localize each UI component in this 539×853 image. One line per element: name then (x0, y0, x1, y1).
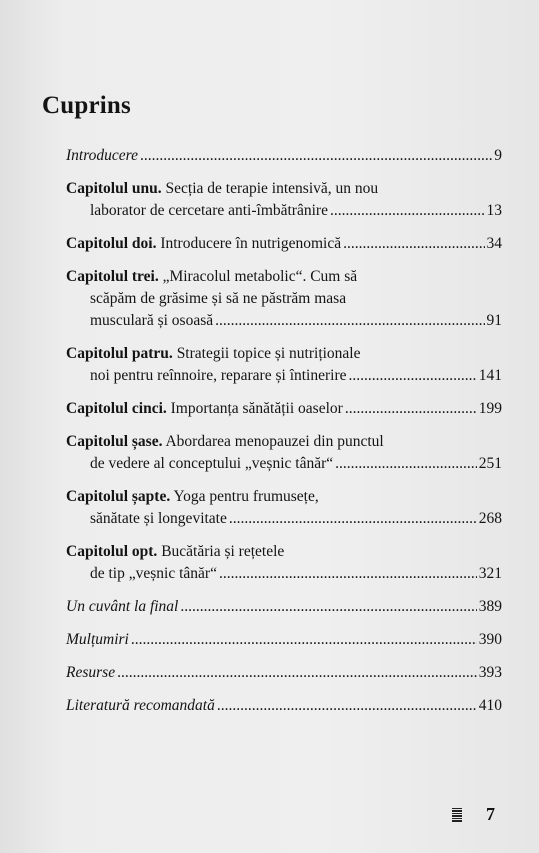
entry-title: de vedere al conceptului „veșnic tânăr“ (90, 455, 334, 472)
entry-title: Abordarea menopauzei din punctul (162, 433, 384, 450)
entry-page-number: 34 (486, 235, 502, 252)
chapter-label: Capitolul șase. (66, 433, 163, 450)
toc-line (66, 431, 502, 453)
entry-title: musculară și osoasă (90, 312, 214, 329)
toc-line-text (66, 233, 341, 255)
entry-page-number: 251 (478, 455, 502, 472)
dot-leader (335, 453, 477, 475)
toc-line (66, 541, 502, 563)
entry-title: Introducere în nutrigenomică (156, 235, 342, 252)
toc-line-text (66, 266, 357, 288)
toc-entry (66, 431, 502, 475)
entry-title: Yoga pentru frumusețe, (170, 488, 319, 505)
entry-title: Introducere (66, 147, 139, 164)
entry-page-number: 141 (478, 367, 502, 384)
page-number: 7 (486, 804, 495, 824)
entry-title: noi pentru reînnoire, reparare și întinerire (90, 367, 347, 384)
toc-entry (66, 629, 502, 651)
entry-page-number: 91 (486, 312, 502, 329)
toc-line-text (90, 508, 227, 530)
toc-line-text (66, 541, 284, 563)
toc-line (66, 662, 502, 684)
dot-leader (131, 629, 477, 651)
entry-title: sănătate și longevitate (90, 510, 227, 527)
chapter-label: Capitolul șapte. (66, 488, 171, 505)
dot-leader (349, 365, 477, 387)
toc-line (66, 310, 502, 332)
toc-line-text (90, 310, 213, 332)
toc-line (66, 145, 502, 167)
toc-entry (66, 596, 502, 618)
entry-title: Strategii topice și nutriționale (172, 345, 361, 362)
folio-ornament (452, 808, 462, 822)
toc-line-text (66, 431, 384, 453)
toc-line-text (90, 365, 347, 387)
toc-line-text (66, 178, 378, 200)
entry-title: Bucătăria și rețetele (157, 543, 285, 560)
entry-page-number: 13 (486, 202, 502, 219)
toc-line-text (66, 629, 129, 651)
entry-page-number: 393 (478, 664, 502, 681)
toc-entry (66, 486, 502, 530)
dot-leader (117, 662, 477, 684)
toc-line-text (90, 453, 333, 475)
toc-line (66, 178, 502, 200)
toc-line (66, 563, 502, 585)
dot-leader (219, 563, 477, 585)
toc-line-text (90, 200, 328, 222)
dot-leader (229, 508, 477, 530)
toc-entry (66, 541, 502, 585)
dot-leader (330, 200, 485, 222)
toc-line (66, 453, 502, 475)
entry-title: Secția de terapie intensivă, un nou (161, 180, 379, 197)
chapter-label: Capitolul patru. (66, 345, 173, 362)
toc-line-text (66, 398, 343, 420)
toc-line-text (66, 145, 138, 167)
toc-entry (66, 662, 502, 684)
entry-title: Mulțumiri (66, 631, 129, 648)
toc-entry (66, 233, 502, 255)
toc-line (66, 288, 502, 310)
dot-leader (180, 596, 476, 618)
entry-page-number: 199 (478, 400, 502, 417)
dot-leader (215, 310, 484, 332)
entry-page-number: 410 (478, 697, 502, 714)
toc-line-text (66, 662, 115, 684)
page-title: Cuprins (42, 92, 131, 119)
entry-page-number: 389 (478, 598, 502, 615)
chapter-label: Capitolul unu. (66, 180, 162, 197)
chapter-label: Capitolul trei. (66, 268, 159, 285)
toc-entry (66, 398, 502, 420)
dot-leader (140, 145, 492, 167)
entry-title: Importanța sănătății oaselor (166, 400, 343, 417)
toc-line (66, 200, 502, 222)
entry-page-number: 321 (478, 565, 502, 582)
entry-title: laborator de cercetare anti-îmbătrânire (90, 202, 328, 219)
toc-entry (66, 266, 502, 332)
toc-line-text (90, 563, 217, 585)
entry-title: scăpăm de grăsime și să ne păstrăm masa (90, 290, 347, 307)
chapter-label: Capitolul opt. (66, 543, 158, 560)
chapter-label: Capitolul cinci. (66, 400, 167, 417)
entry-title: „Miracolul metabolic“. Cum să (158, 268, 358, 285)
toc-line-text (66, 596, 178, 618)
toc-line (66, 266, 502, 288)
dot-leader (345, 398, 477, 420)
entry-page-number: 268 (478, 510, 502, 527)
toc-line (66, 596, 502, 618)
entry-title: Literatură recomandată (66, 697, 215, 714)
toc-line (66, 629, 502, 651)
dot-leader (343, 233, 484, 255)
toc-line-text (66, 486, 319, 508)
chapter-label: Capitolul doi. (66, 235, 157, 252)
page-footer (452, 804, 495, 825)
entry-title: de tip „veșnic tânăr“ (90, 565, 217, 582)
toc-line-text (90, 288, 346, 310)
toc-line (66, 695, 502, 717)
entry-title: Resurse (66, 664, 116, 681)
toc-entry (66, 343, 502, 387)
toc-entry (66, 145, 502, 167)
dot-leader (217, 695, 477, 717)
entry-page-number: 9 (494, 147, 502, 164)
toc-line-text (66, 343, 361, 365)
toc-line-text (66, 695, 215, 717)
entry-title: Un cuvânt la final (66, 598, 179, 615)
toc-line (66, 233, 502, 255)
entry-page-number: 390 (478, 631, 502, 648)
toc-line (66, 365, 502, 387)
toc-entry (66, 695, 502, 717)
toc-line (66, 508, 502, 530)
table-of-contents (66, 145, 502, 728)
toc-line (66, 486, 502, 508)
toc-line (66, 343, 502, 365)
toc-line (66, 398, 502, 420)
toc-entry (66, 178, 502, 222)
